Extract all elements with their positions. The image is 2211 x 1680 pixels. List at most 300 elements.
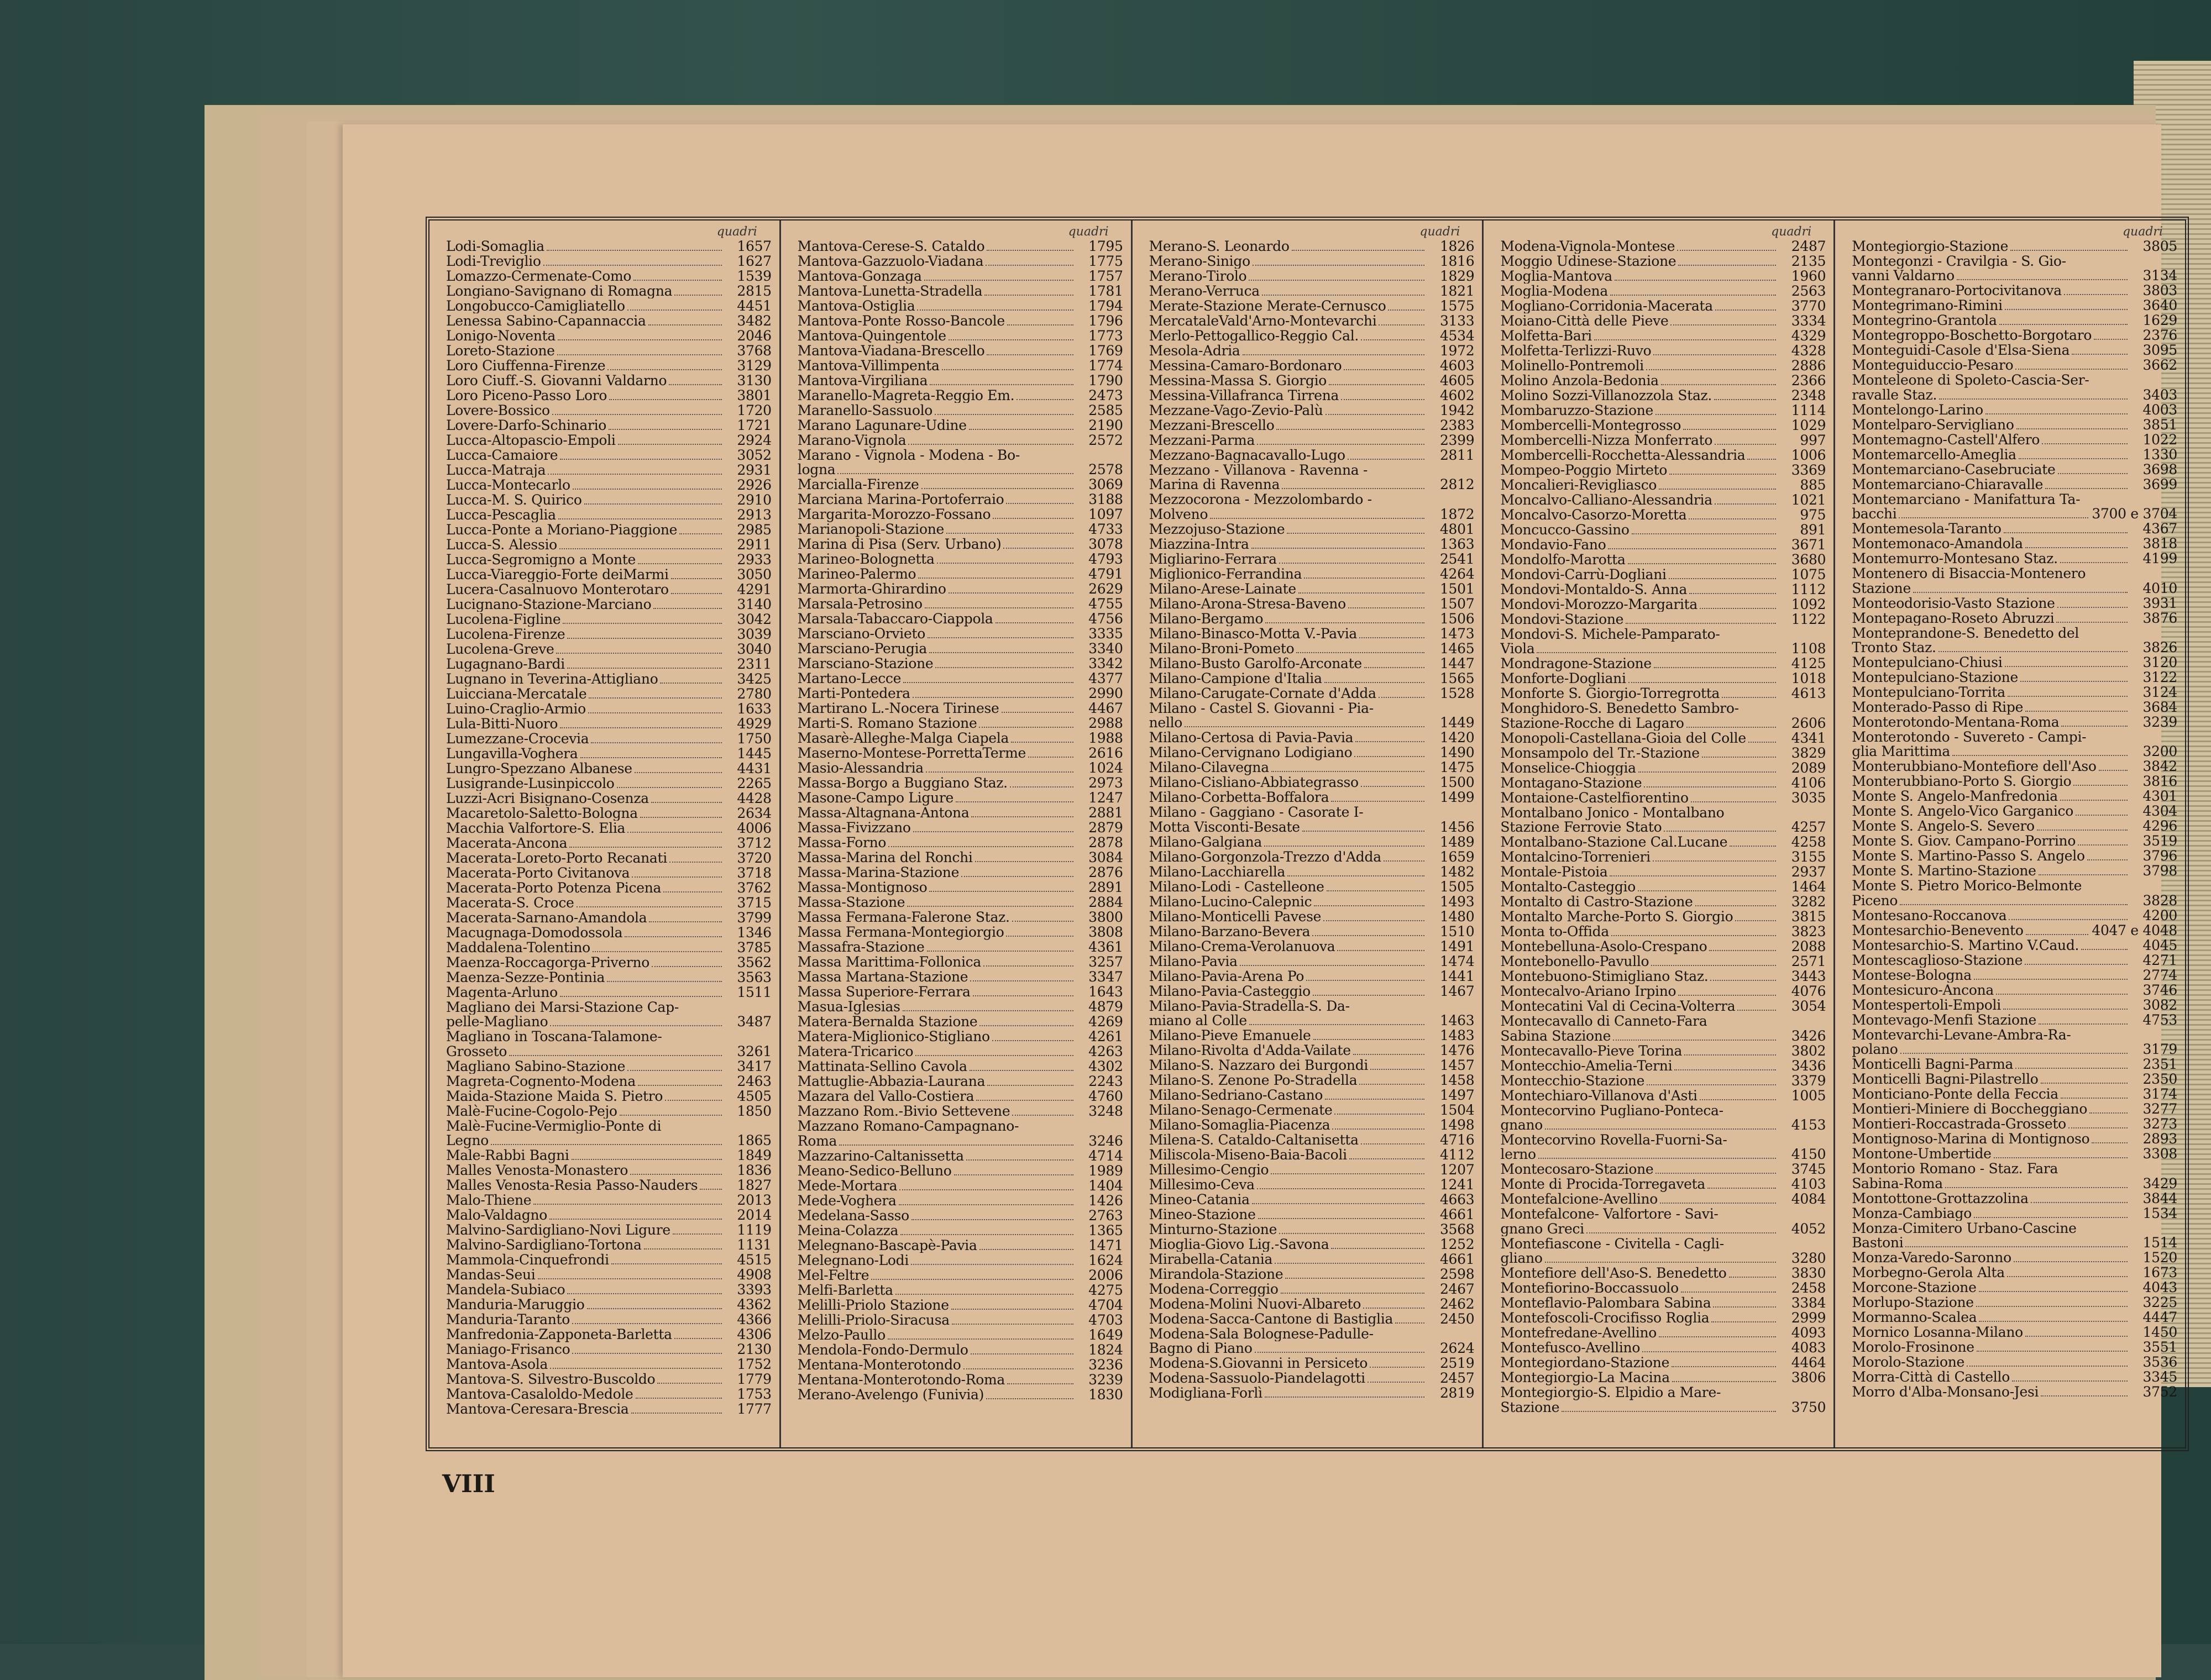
route-name: Montelongo-Larino xyxy=(1852,402,1983,418)
table-number: 3519 xyxy=(2142,833,2177,849)
list-item xyxy=(1852,1057,2177,1072)
list-item xyxy=(446,344,772,359)
table-number: 3768 xyxy=(737,343,772,359)
list-item xyxy=(1500,1044,1826,1059)
list-item xyxy=(1852,998,2177,1013)
leader-dots xyxy=(900,1234,1073,1235)
route-name: Mondavio-Fano xyxy=(1500,538,1606,553)
table-number: 1872 xyxy=(1439,506,1475,522)
route-name: Mantova-Gonzaga xyxy=(797,269,922,284)
table-number: 2013 xyxy=(737,1192,772,1209)
table-number: 1629 xyxy=(2142,312,2177,329)
list-item xyxy=(446,1044,772,1059)
list-item xyxy=(1852,1191,2177,1206)
list-item xyxy=(1852,834,2177,849)
list-item xyxy=(446,657,772,672)
table-number: 1643 xyxy=(1088,984,1123,1000)
route-name: Modena-S.Giovanni in Persiceto xyxy=(1149,1356,1368,1371)
leader-dots xyxy=(652,966,722,967)
list-item xyxy=(798,477,1123,492)
table-number: 1131 xyxy=(737,1237,772,1253)
leader-dots xyxy=(1684,1054,1776,1056)
list-item xyxy=(1149,1103,1475,1118)
route-name: Mantova-Villimpenta xyxy=(797,359,940,374)
route-name: Massa-Borgo a Buggiano Staz. xyxy=(797,776,1008,791)
list-item xyxy=(446,896,772,911)
leader-dots xyxy=(1313,1039,1425,1040)
leader-dots xyxy=(976,1100,1073,1101)
leader-dots xyxy=(1747,459,1776,460)
route-name: Messina-Camaro-Bordonaro xyxy=(1149,359,1342,374)
table-number: 2130 xyxy=(737,1341,772,1358)
list-item xyxy=(446,299,772,314)
route-name: Marciana Marina-Portoferraio xyxy=(797,492,1004,507)
table-number: 1534 xyxy=(2142,1205,2177,1221)
table-number: 1657 xyxy=(737,238,772,254)
leader-dots xyxy=(547,250,722,251)
table-number: 2450 xyxy=(1439,1311,1475,1327)
leader-dots xyxy=(1275,1263,1424,1264)
route-name: Lucolena-Greve xyxy=(446,642,554,657)
route-name: Marsala-Petrosino xyxy=(797,597,923,612)
route-name: nello xyxy=(1149,716,1183,731)
table-number: 3417 xyxy=(737,1058,772,1074)
leader-dots xyxy=(2015,1068,2128,1069)
list-item xyxy=(1500,627,1826,642)
leader-dots xyxy=(630,1174,722,1175)
list-item xyxy=(798,418,1123,433)
list-item xyxy=(1500,463,1826,478)
route-name: Milano-Certosa di Pavia-Pavia xyxy=(1149,731,1354,746)
table-number: 1824 xyxy=(1088,1341,1123,1358)
route-name: Milano-Galgiana xyxy=(1149,834,1262,850)
leader-dots xyxy=(552,414,722,415)
leader-dots xyxy=(640,817,722,818)
table-number: 1520 xyxy=(2142,1250,2177,1266)
list-item xyxy=(1852,552,2177,566)
table-number: 3429 xyxy=(2142,1175,2177,1191)
route-name: Monselice-Chioggia xyxy=(1500,760,1636,776)
route-name: Maddalena-Tolentino xyxy=(446,941,590,956)
table-number: 1498 xyxy=(1439,1117,1475,1133)
table-number: 3562 xyxy=(737,954,772,970)
leader-dots xyxy=(1304,578,1424,579)
leader-dots xyxy=(1281,1293,1425,1294)
table-number: 1826 xyxy=(1439,238,1475,254)
leader-dots xyxy=(549,1219,722,1220)
list-item xyxy=(798,985,1123,1000)
list-item xyxy=(1149,1267,1475,1282)
list-item xyxy=(1852,284,2177,298)
list-item xyxy=(1852,433,2177,448)
table-number: 1794 xyxy=(1088,298,1123,314)
route-name: gnano Greci xyxy=(1500,1221,1584,1237)
route-name: Monte S. Giov. Campano-Porrino xyxy=(1852,834,2076,849)
route-name: Miazzina-Intra xyxy=(1149,537,1249,552)
route-name: Massa-Forno xyxy=(797,836,887,851)
table-number: 1365 xyxy=(1088,1222,1123,1238)
route-name: Maranello-Sassuolo xyxy=(797,403,933,418)
route-name: Modena-Sacca-Cantone di Bastiglia xyxy=(1149,1312,1393,1327)
leader-dots xyxy=(653,608,721,609)
list-item xyxy=(1149,790,1475,805)
route-name: bacchi xyxy=(1852,507,1897,522)
table-number: 3236 xyxy=(1088,1356,1123,1373)
leader-dots xyxy=(607,981,722,982)
leader-dots xyxy=(1379,697,1425,698)
leader-dots xyxy=(1610,295,1776,296)
list-item xyxy=(798,716,1123,731)
route-name: Lucca-Camaiore xyxy=(446,448,558,463)
leader-dots xyxy=(674,295,722,296)
list-item xyxy=(798,1074,1123,1089)
route-name: Lonigo-Noventa xyxy=(446,329,556,344)
entry-list xyxy=(446,239,772,1417)
table-number: 1445 xyxy=(737,746,772,762)
route-name: Marti-Pontedera xyxy=(797,686,910,701)
table-number: 1942 xyxy=(1439,402,1475,418)
list-item xyxy=(446,836,772,851)
table-number: 2973 xyxy=(1088,775,1123,791)
list-item xyxy=(798,1104,1123,1119)
table-number: 3133 xyxy=(1439,313,1475,329)
list-item xyxy=(1500,1385,1826,1400)
route-name: Meina-Colazza xyxy=(797,1223,899,1238)
leader-dots xyxy=(1670,324,1776,326)
list-item xyxy=(1852,596,2177,611)
leader-dots xyxy=(649,921,721,922)
route-name: Melilli-Priolo-Siracusa xyxy=(797,1313,950,1328)
leader-dots xyxy=(1262,295,1425,296)
table-number: 1097 xyxy=(1088,506,1123,523)
leader-dots xyxy=(1363,1308,1424,1309)
list-item xyxy=(798,344,1123,359)
table-number: 2999 xyxy=(1791,1310,1826,1326)
leader-dots xyxy=(895,1294,1073,1295)
table-number: 1624 xyxy=(1088,1252,1123,1268)
table-number: 2366 xyxy=(1791,372,1826,389)
route-name: Morro d'Alba-Monsano-Jesi xyxy=(1852,1385,2039,1400)
leader-dots xyxy=(648,324,722,326)
list-item xyxy=(1500,880,1826,895)
list-item xyxy=(1852,1251,2177,1266)
leader-dots xyxy=(1271,1173,1424,1174)
route-name: Montagano-Stazione xyxy=(1500,775,1642,791)
leader-dots xyxy=(888,1338,1073,1340)
table-number: 3800 xyxy=(1088,909,1123,926)
leader-dots xyxy=(1312,935,1424,936)
list-item xyxy=(446,1000,772,1015)
route-name: Montefiascone - Civitella - Cagli- xyxy=(1500,1236,1724,1252)
table-number: 1528 xyxy=(1439,685,1475,701)
route-name: Milano-Cilavegna xyxy=(1149,760,1269,775)
leader-dots xyxy=(1651,965,1776,966)
leader-dots xyxy=(1324,682,1425,683)
table-number: 3851 xyxy=(2142,416,2177,433)
table-number: 1463 xyxy=(1439,1012,1475,1029)
column-header: quadri xyxy=(1419,225,1460,239)
route-name: Massa-Montignoso xyxy=(797,880,928,895)
leader-dots xyxy=(2099,770,2128,771)
list-item xyxy=(1852,1206,2177,1221)
list-item xyxy=(1852,358,2177,373)
route-name: Malvino-Sardigliano-Tortona xyxy=(446,1238,642,1253)
table-number: 4603 xyxy=(1439,358,1475,374)
table-number: 2891 xyxy=(1088,879,1123,896)
table-number: 3443 xyxy=(1791,968,1826,985)
table-number: 3805 xyxy=(2142,238,2177,254)
leader-dots xyxy=(1900,904,2128,905)
table-number: 1753 xyxy=(737,1386,772,1403)
table-number: 2910 xyxy=(737,492,772,508)
leader-dots xyxy=(1709,950,1776,951)
list-item xyxy=(1500,791,1826,806)
leader-dots xyxy=(543,265,722,266)
list-item xyxy=(798,746,1123,761)
leader-dots xyxy=(1348,459,1425,460)
leader-dots xyxy=(954,1174,1073,1175)
table-number: 1252 xyxy=(1439,1236,1475,1253)
leader-dots xyxy=(2039,874,2128,875)
route-name: Milano-Corbetta-Boffalora xyxy=(1149,790,1329,805)
table-number: 3551 xyxy=(2142,1339,2177,1356)
leader-dots xyxy=(837,473,1073,474)
list-item xyxy=(1852,909,2177,923)
leader-dots xyxy=(2025,1336,2128,1337)
list-item xyxy=(798,642,1123,657)
list-item xyxy=(1852,715,2177,730)
table-number: 4613 xyxy=(1791,685,1826,702)
route-name: Montegiorgio-La Macina xyxy=(1500,1371,1670,1385)
table-number: 1029 xyxy=(1791,417,1826,433)
route-name: Mondolfo-Marotta xyxy=(1500,553,1626,568)
route-name: Mede-Mortara xyxy=(797,1178,898,1194)
route-name: Monte S. Angelo-Manfredonia xyxy=(1852,789,2058,804)
list-item xyxy=(1500,1089,1826,1104)
route-name: Massa-Fivizzano xyxy=(797,821,911,836)
leader-dots xyxy=(1384,860,1425,862)
table-number: 4755 xyxy=(1088,596,1123,612)
leader-dots xyxy=(1292,250,1425,251)
list-item xyxy=(1500,1059,1826,1074)
list-item xyxy=(446,1238,772,1253)
route-name: Loro Ciuff.-S. Giovanni Valdarno xyxy=(446,374,667,389)
route-name: Lovere-Darfo-Schinario xyxy=(446,418,607,433)
leader-dots xyxy=(607,369,722,370)
table-number: 1659 xyxy=(1439,848,1475,865)
table-number: 2634 xyxy=(737,805,772,821)
route-name: Milano-S. Zenone Po-Stradella xyxy=(1149,1073,1358,1088)
list-item xyxy=(798,1119,1123,1133)
table-number: 4200 xyxy=(2142,907,2177,923)
route-name: Montelparo-Servigliano xyxy=(1852,417,2014,433)
list-item xyxy=(1149,939,1475,954)
route-name: Montepulciano-Torrita xyxy=(1852,685,2005,700)
table-number: 997 xyxy=(1800,432,1826,448)
list-item xyxy=(1149,552,1475,567)
route-name: Montale-Pistoia xyxy=(1500,865,1608,880)
leader-dots xyxy=(1974,1217,2128,1218)
table-number: 2624 xyxy=(1439,1340,1475,1357)
entry-list xyxy=(1149,239,1475,1401)
leader-dots xyxy=(2015,369,2128,370)
leader-dots xyxy=(2042,443,2128,444)
route-name: Milano-Gorgonzola-Trezzo d'Adda xyxy=(1149,849,1381,865)
list-item xyxy=(798,299,1123,314)
leader-dots xyxy=(987,354,1073,355)
route-name: Melfi-Barletta xyxy=(797,1283,893,1298)
route-name: Merano-Verruca xyxy=(1149,284,1260,299)
route-name: Matera-Bernalda Stazione xyxy=(797,1015,978,1030)
route-name: pelle-Magliano xyxy=(446,1015,548,1030)
list-item xyxy=(1852,328,2177,343)
leader-dots xyxy=(1249,280,1424,281)
list-item xyxy=(798,910,1123,925)
list-item xyxy=(798,627,1123,642)
route-name: Mombaruzzo-Stazione xyxy=(1500,403,1654,418)
leader-dots xyxy=(557,354,722,355)
leader-dots xyxy=(588,712,722,713)
list-item xyxy=(798,359,1123,374)
table-number: 2541 xyxy=(1439,550,1475,567)
leader-dots xyxy=(1265,622,1424,623)
list-item xyxy=(1852,804,2177,819)
table-number: 3842 xyxy=(2142,758,2177,775)
list-item xyxy=(798,925,1123,940)
list-item xyxy=(798,1328,1123,1343)
route-name: Mazara del Vallo-Costiera xyxy=(797,1089,974,1104)
list-item xyxy=(446,702,772,717)
leader-dots xyxy=(2089,1112,2128,1114)
route-name: Mompeo-Poggio Mirteto xyxy=(1500,463,1668,478)
leader-dots xyxy=(2012,1380,2128,1382)
table-number: 1404 xyxy=(1088,1177,1123,1194)
leader-dots xyxy=(1252,1203,1425,1204)
route-name: Roma xyxy=(797,1133,837,1149)
route-name: Malo-Valdagno xyxy=(446,1208,548,1223)
list-item xyxy=(1852,313,2177,328)
table-number: 3806 xyxy=(1791,1369,1826,1386)
list-item xyxy=(1149,835,1475,850)
list-item xyxy=(1500,538,1826,553)
leader-dots xyxy=(1957,279,2128,280)
table-number: 1673 xyxy=(2142,1264,2177,1281)
table-number: 2585 xyxy=(1088,402,1123,418)
list-item xyxy=(1149,865,1475,880)
route-name: Manfredonia-Zapponeta-Barletta xyxy=(446,1327,672,1342)
route-name: Montecalvo-Ariano Irpino xyxy=(1500,984,1676,999)
route-name: Montevago-Menfi Stazione xyxy=(1852,1012,2036,1028)
list-item xyxy=(1500,359,1826,374)
table-number: 4704 xyxy=(1088,1296,1123,1313)
table-number: 4275 xyxy=(1088,1282,1123,1298)
list-item xyxy=(446,1163,772,1178)
column-header: quadri xyxy=(1771,225,1812,239)
list-item xyxy=(446,672,772,687)
list-item xyxy=(446,1223,772,1238)
route-name: Marianopoli-Stazione xyxy=(797,522,944,537)
leader-dots xyxy=(2007,1276,2128,1277)
list-item xyxy=(1852,849,2177,864)
route-name: lerno xyxy=(1500,1147,1536,1162)
leader-dots xyxy=(560,996,722,997)
list-item xyxy=(798,1253,1123,1268)
table-number: 1836 xyxy=(737,1162,772,1179)
list-item xyxy=(1500,1192,1826,1207)
list-item xyxy=(1500,761,1826,776)
list-item xyxy=(1149,731,1475,746)
route-name: Lovere-Bossico xyxy=(446,403,550,418)
leader-dots xyxy=(1251,548,1425,549)
leader-dots xyxy=(1359,1084,1424,1085)
list-item xyxy=(1500,1326,1826,1341)
table-number: 885 xyxy=(1800,477,1826,493)
list-item xyxy=(446,1402,772,1417)
table-number: 4801 xyxy=(1439,521,1475,537)
list-item xyxy=(1149,1237,1475,1252)
table-number: 4328 xyxy=(1791,343,1826,359)
list-item xyxy=(1852,418,2177,433)
list-item xyxy=(446,493,772,508)
route-name: Monticelli Bagni-Parma xyxy=(1852,1057,2014,1072)
leader-dots xyxy=(1677,250,1776,251)
leader-dots xyxy=(928,637,1073,638)
table-number: 1473 xyxy=(1439,625,1475,642)
route-name: Millesimo-Ceva xyxy=(1149,1178,1255,1193)
route-name: Messina-Massa S. Giorgio xyxy=(1149,374,1327,389)
table-number: 2878 xyxy=(1088,834,1123,851)
leader-dots xyxy=(1337,950,1424,951)
route-name: Massa Superiore-Ferrara xyxy=(797,985,971,1000)
route-name: Monte S. Martino-Stazione xyxy=(1852,864,2036,879)
leader-dots xyxy=(2025,964,2128,965)
list-item xyxy=(1149,820,1475,835)
route-name: Milano-Crema-Verolanuova xyxy=(1149,939,1335,954)
list-item xyxy=(1149,760,1475,775)
table-number: 2399 xyxy=(1439,432,1475,448)
leader-dots xyxy=(975,861,1073,862)
leader-dots xyxy=(1638,771,1776,773)
route-name: Moglia-Modena xyxy=(1500,284,1608,299)
route-name: Mel-Feltre xyxy=(797,1268,869,1283)
list-item xyxy=(1852,923,2177,938)
route-name: Marano - Vignola - Modena - Bo- xyxy=(797,448,1020,463)
list-item xyxy=(1149,269,1475,284)
route-name: Milano-Bergamo xyxy=(1149,611,1264,627)
route-name: Legno xyxy=(446,1133,489,1148)
leader-dots xyxy=(1327,890,1425,891)
list-item xyxy=(1500,433,1826,448)
entry-list xyxy=(798,239,1123,1403)
route-name: Marano-Vignola xyxy=(797,433,907,448)
table-number: 1119 xyxy=(737,1222,772,1238)
table-number: 2563 xyxy=(1791,283,1826,299)
leader-dots xyxy=(1276,429,1424,430)
list-item xyxy=(1500,254,1826,269)
table-number: 3680 xyxy=(1791,552,1826,568)
route-name: Mantova-Viadana-Brescello xyxy=(797,344,985,359)
route-name: Merano-Avelengo (Funivia) xyxy=(797,1387,984,1403)
route-name: Montevarchi-Levane-Ambra-Ra- xyxy=(1852,1027,2071,1043)
leader-dots xyxy=(1341,399,1424,400)
route-name: Mandela-Subiaco xyxy=(446,1283,565,1298)
leader-dots xyxy=(2019,458,2128,459)
route-name: Malè-Fucine-Cogolo-Pejo xyxy=(446,1104,617,1119)
table-number: 2487 xyxy=(1791,238,1826,254)
leader-dots xyxy=(979,727,1073,728)
table-number: 1464 xyxy=(1791,879,1826,895)
table-number: 2350 xyxy=(2142,1071,2177,1088)
